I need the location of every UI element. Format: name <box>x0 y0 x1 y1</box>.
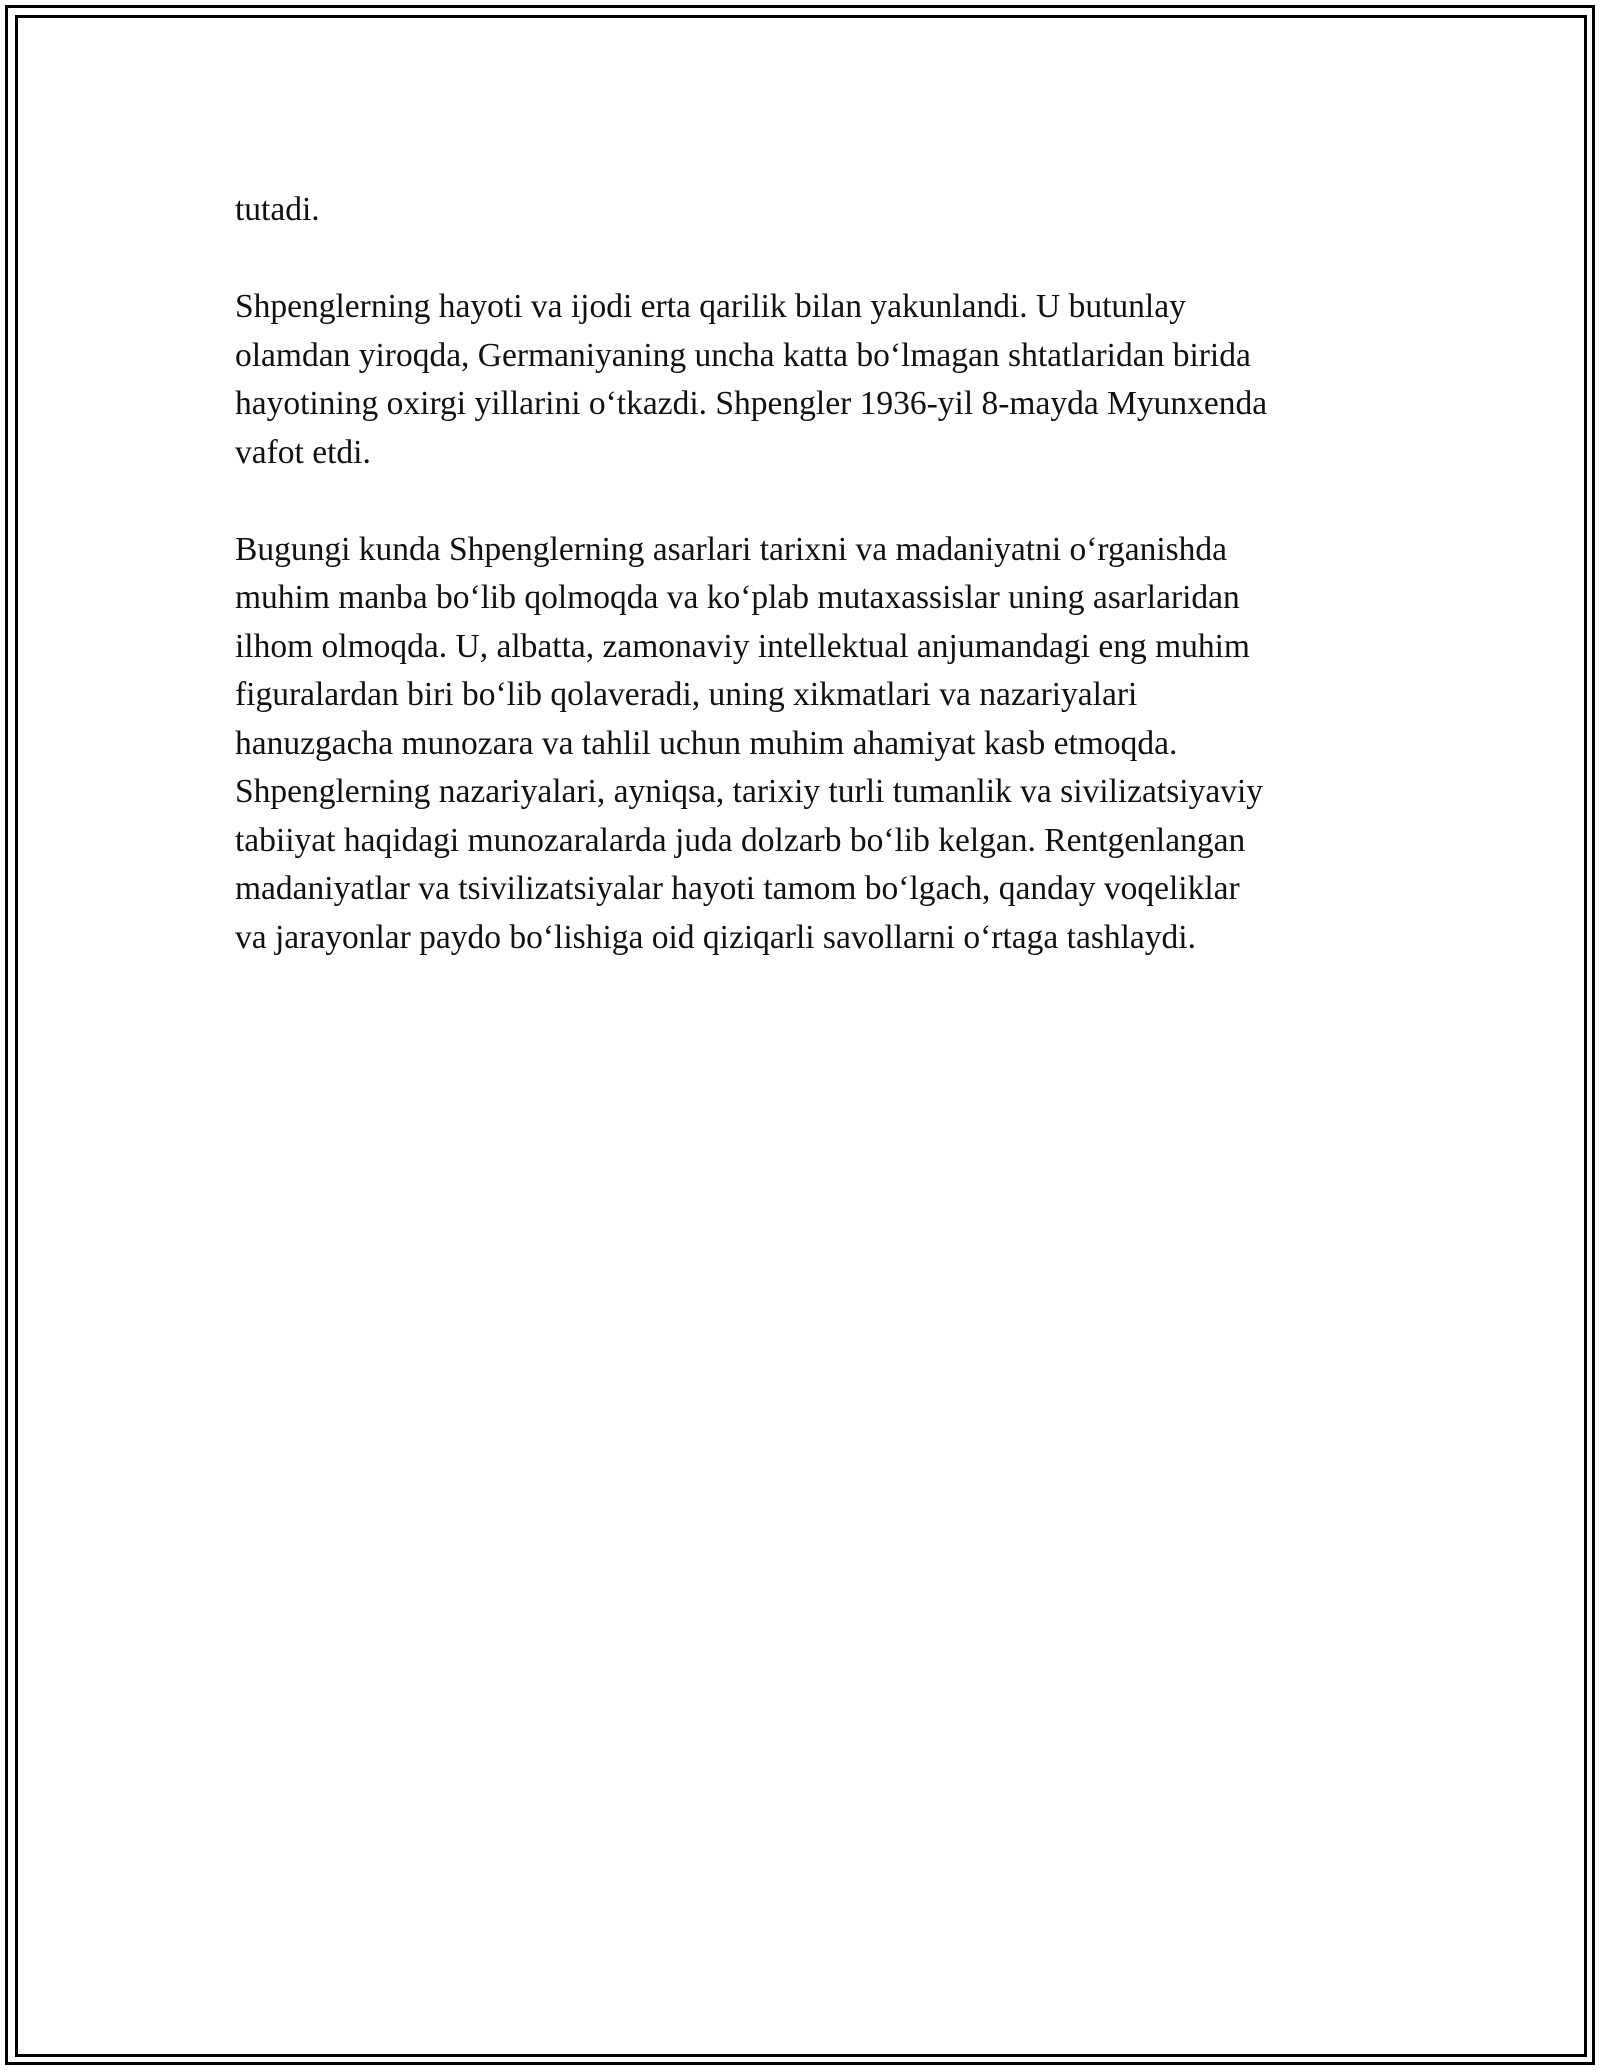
paragraph-final-years: Shpenglerning hayoti va ijodi erta qarilik bilan yakunlandi. U butunlay olamdan yiroqda, Germaniyaning uncha katta bo‘lmagan shtatlaridan birida hayotining oxirgi yillarini o‘tkazdi. Shpengler 1936-yil 8-mayda Myunxenda vafot etdi. <box>235 288 1268 471</box>
paragraph-continuation: tutadi. <box>235 191 320 228</box>
document-body <box>235 186 1375 1011</box>
paragraph-legacy: Bugungi kunda Shpenglerning asarlari tarixni va madaniyatni o‘rganishda muhim manba bo‘lib qolmoqda va ko‘plab mutaxassislar uning asarlaridan ilhom olmoqda. U, albatta, zamonaviy intellektual anjumandagi eng muhim figuralardan biri bo‘lib qolaveradi, uning xikmatlari va nazariyalari hanuzgacha munozara va tahlil uchun muhim ahamiyat kasb etmoqda. Shpenglerning nazariyalari, ayniqsa, tarixiy turli tumanlik va sivilizatsiyaviy tabiiyat haqidagi munozaralarda juda dolzarb bo‘lib kelgan. Rentgenlangan madaniyatlar va tsivilizatsiyalar hayoti tamom bo‘lgach, qanday voqeliklar va jarayonlar paydo bo‘lishiga oid qiziqarli savollarni o‘rtaga tashlaydi. <box>235 530 1263 956</box>
